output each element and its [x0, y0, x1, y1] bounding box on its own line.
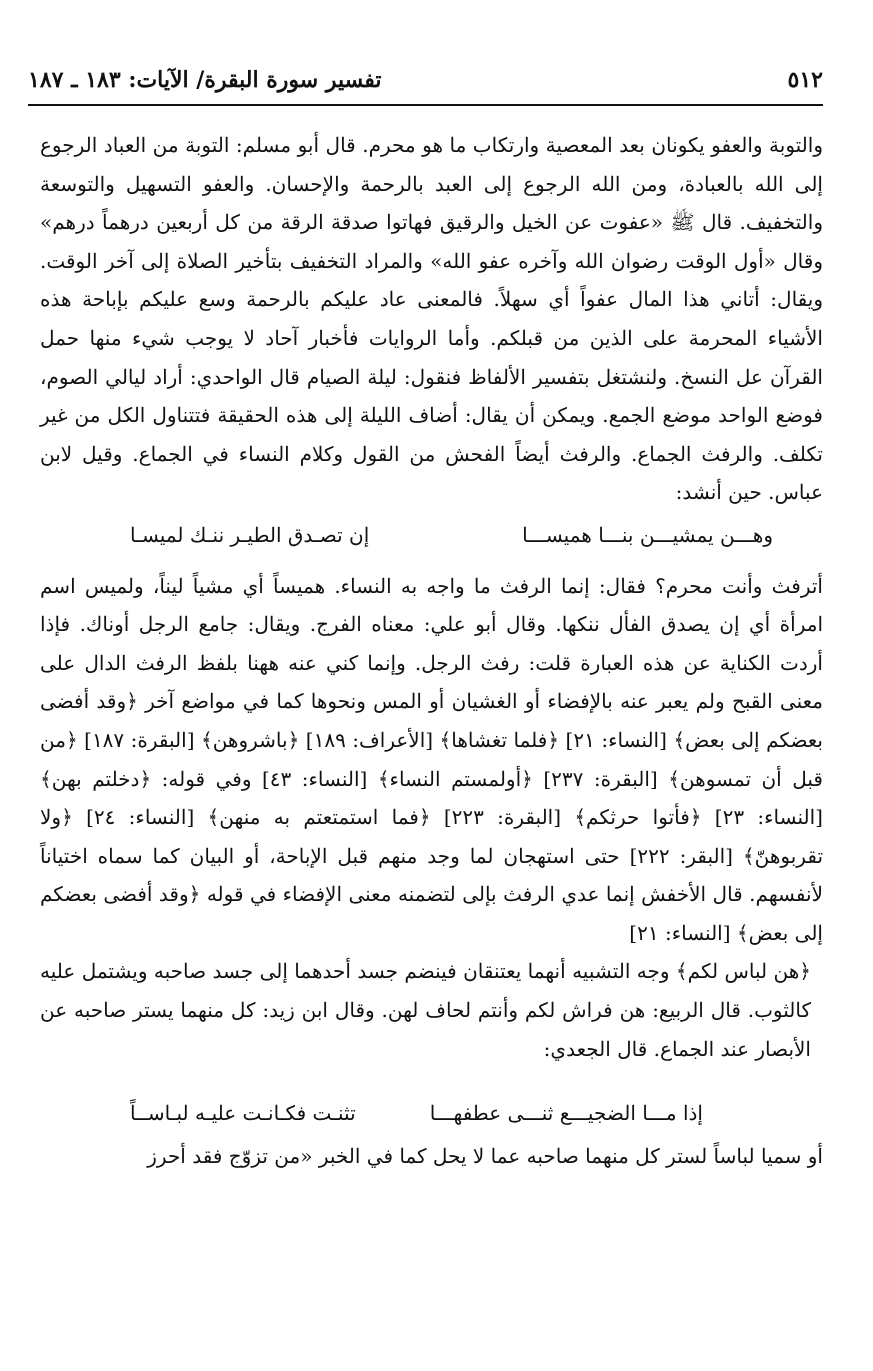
page-number: ٥١٢ [787, 67, 823, 93]
verse-1-first-hemistich: وهـــن يمشيـــن بنـــا هميســـا [522, 522, 773, 547]
running-title: تفسير سورة البقرة/ الآيات: ١٨٣ ـ ١٨٧ [28, 67, 382, 93]
verse-2 [40, 1094, 823, 1133]
verse-1-second-hemistich: إن تصـدق الطيـر ننـك لميسـا [130, 522, 370, 547]
verse-1 [40, 516, 823, 555]
verse-2-second-hemistich: تثنـت فكـانـت عليـه لبـاســاً [130, 1101, 356, 1126]
paragraph-2: أترفث وأنت محرم؟ فقال: إنما الرفث ما واجه به النساء. هميساً أي مشياً ليناً، ولميس اسم امرأة أي إن يصدق الفأل ننكها. وقال أبو علي: معناه الفرج. ويقال: جامع الرجل أوناك. فإذا أردت الكناية عن هذه العبارة قلت: رفث الرجل. وإنما كني عنه ههنا بلفظ الرفث الدال على معنى القبح ولم يعبر عنه بالإفضاء أو الغشيان أو المس ونحوها كما في مواضع آخر ﴿وقد أفضى بعضكم إلى بعض﴾ [النساء: ٢١] ﴿فلما تغشاها﴾ [الأعراف: ١٨٩] ﴿باشروهن﴾ [البقرة: ١٨٧] ﴿من قبل أن تمسوهن﴾ [البقرة: ٢٣٧] ﴿أولمستم النساء﴾ [النساء: ٤٣] وفي قوله: ﴿دخلتم بهن﴾ [النساء: ٢٣] ﴿فأتوا حرثكم﴾ [البقرة: ٢٢٣] ﴿فما استمتعتم به منهن﴾ [النساء: ٢٤] ﴿ولا تقربوهنّ﴾ [البقر: ٢٢٢] حتى استهجان لما وجد منهم قبل الإباحة، أو البيان كما سماه اختياناً لأنفسهم. قال الأخفش إنما عدي الرفث بإلى لتضمنه معنى الإفضاء في قوله ﴿وقد أفضى بعضكم إلى بعض﴾ [النساء: ٢١] [40, 573, 824, 945]
body-text [40, 126, 823, 1175]
paragraph-1: والتوبة والعفو يكونان بعد المعصية وارتكاب ما هو محرم. قال أبو مسلم: التوبة من العباد الرجوع إلى الله بالعبادة، ومن الله الرجوع إلى العبد بالرحمة والإحسان. والعفو التسهيل والتوسعة والتخفيف. قال ﷺ «عفوت عن الخيل والرقيق فهاتوا صدقة الرقة من كل أربعين درهماً درهم» وقال «أول الوقت رضوان الله وآخره عفو الله» والمراد التخفيف بتأخير الصلاة إلى آخر الوقت. ويقال: أتاني هذا المال عفواً أي سهلاً. فالمعنى عاد عليكم بالرحمة وسع عليكم بإباحة هذه الأشياء المحرمة على الذين من قبلكم. وأما الروايات فأخبار آحاد لا يوجب شيء منها حمل القرآن عل النسخ. ولنشتغل بتفسير الألفاظ فنقول: ليلة الصيام قال الواحدي: أراد ليالي الصوم، فوضع الواحد موضع الجمع. ويمكن أن يقال: أضاف الليلة إلى هذه الحقيقة فتتناول الكل من غير تكلف. والرفث الجماع. والرفث أيضاً الفحش من القول وكلام النساء في الجماع. وقيل لابن عباس. حين أنشد: [40, 133, 823, 505]
header-rule [28, 104, 823, 106]
paragraph-3: ﴿هن لباس لكم﴾ وجه التشبيه أنهما يعتنقان فينضم جسد أحدهما إلى جسد صاحبه ويشتمل عليه كالثوب. قال الربيع: هن فراش لكم وأنتم لحاف لهن. وقال ابن زيد: كل منهما يستر صاحبه عن الأبصار عند الجماع. قال الجعدي: [40, 959, 811, 1061]
page-header [28, 58, 823, 102]
paragraph-4: أو سميا لباساً لستر كل منهما صاحبه عما لا يحل كما في الخبر «من تزوّج فقد أحرز [147, 1143, 823, 1168]
verse-2-first-hemistich: إذا مـــا الضجيـــع ثنـــى عطفهـــا [429, 1101, 703, 1126]
